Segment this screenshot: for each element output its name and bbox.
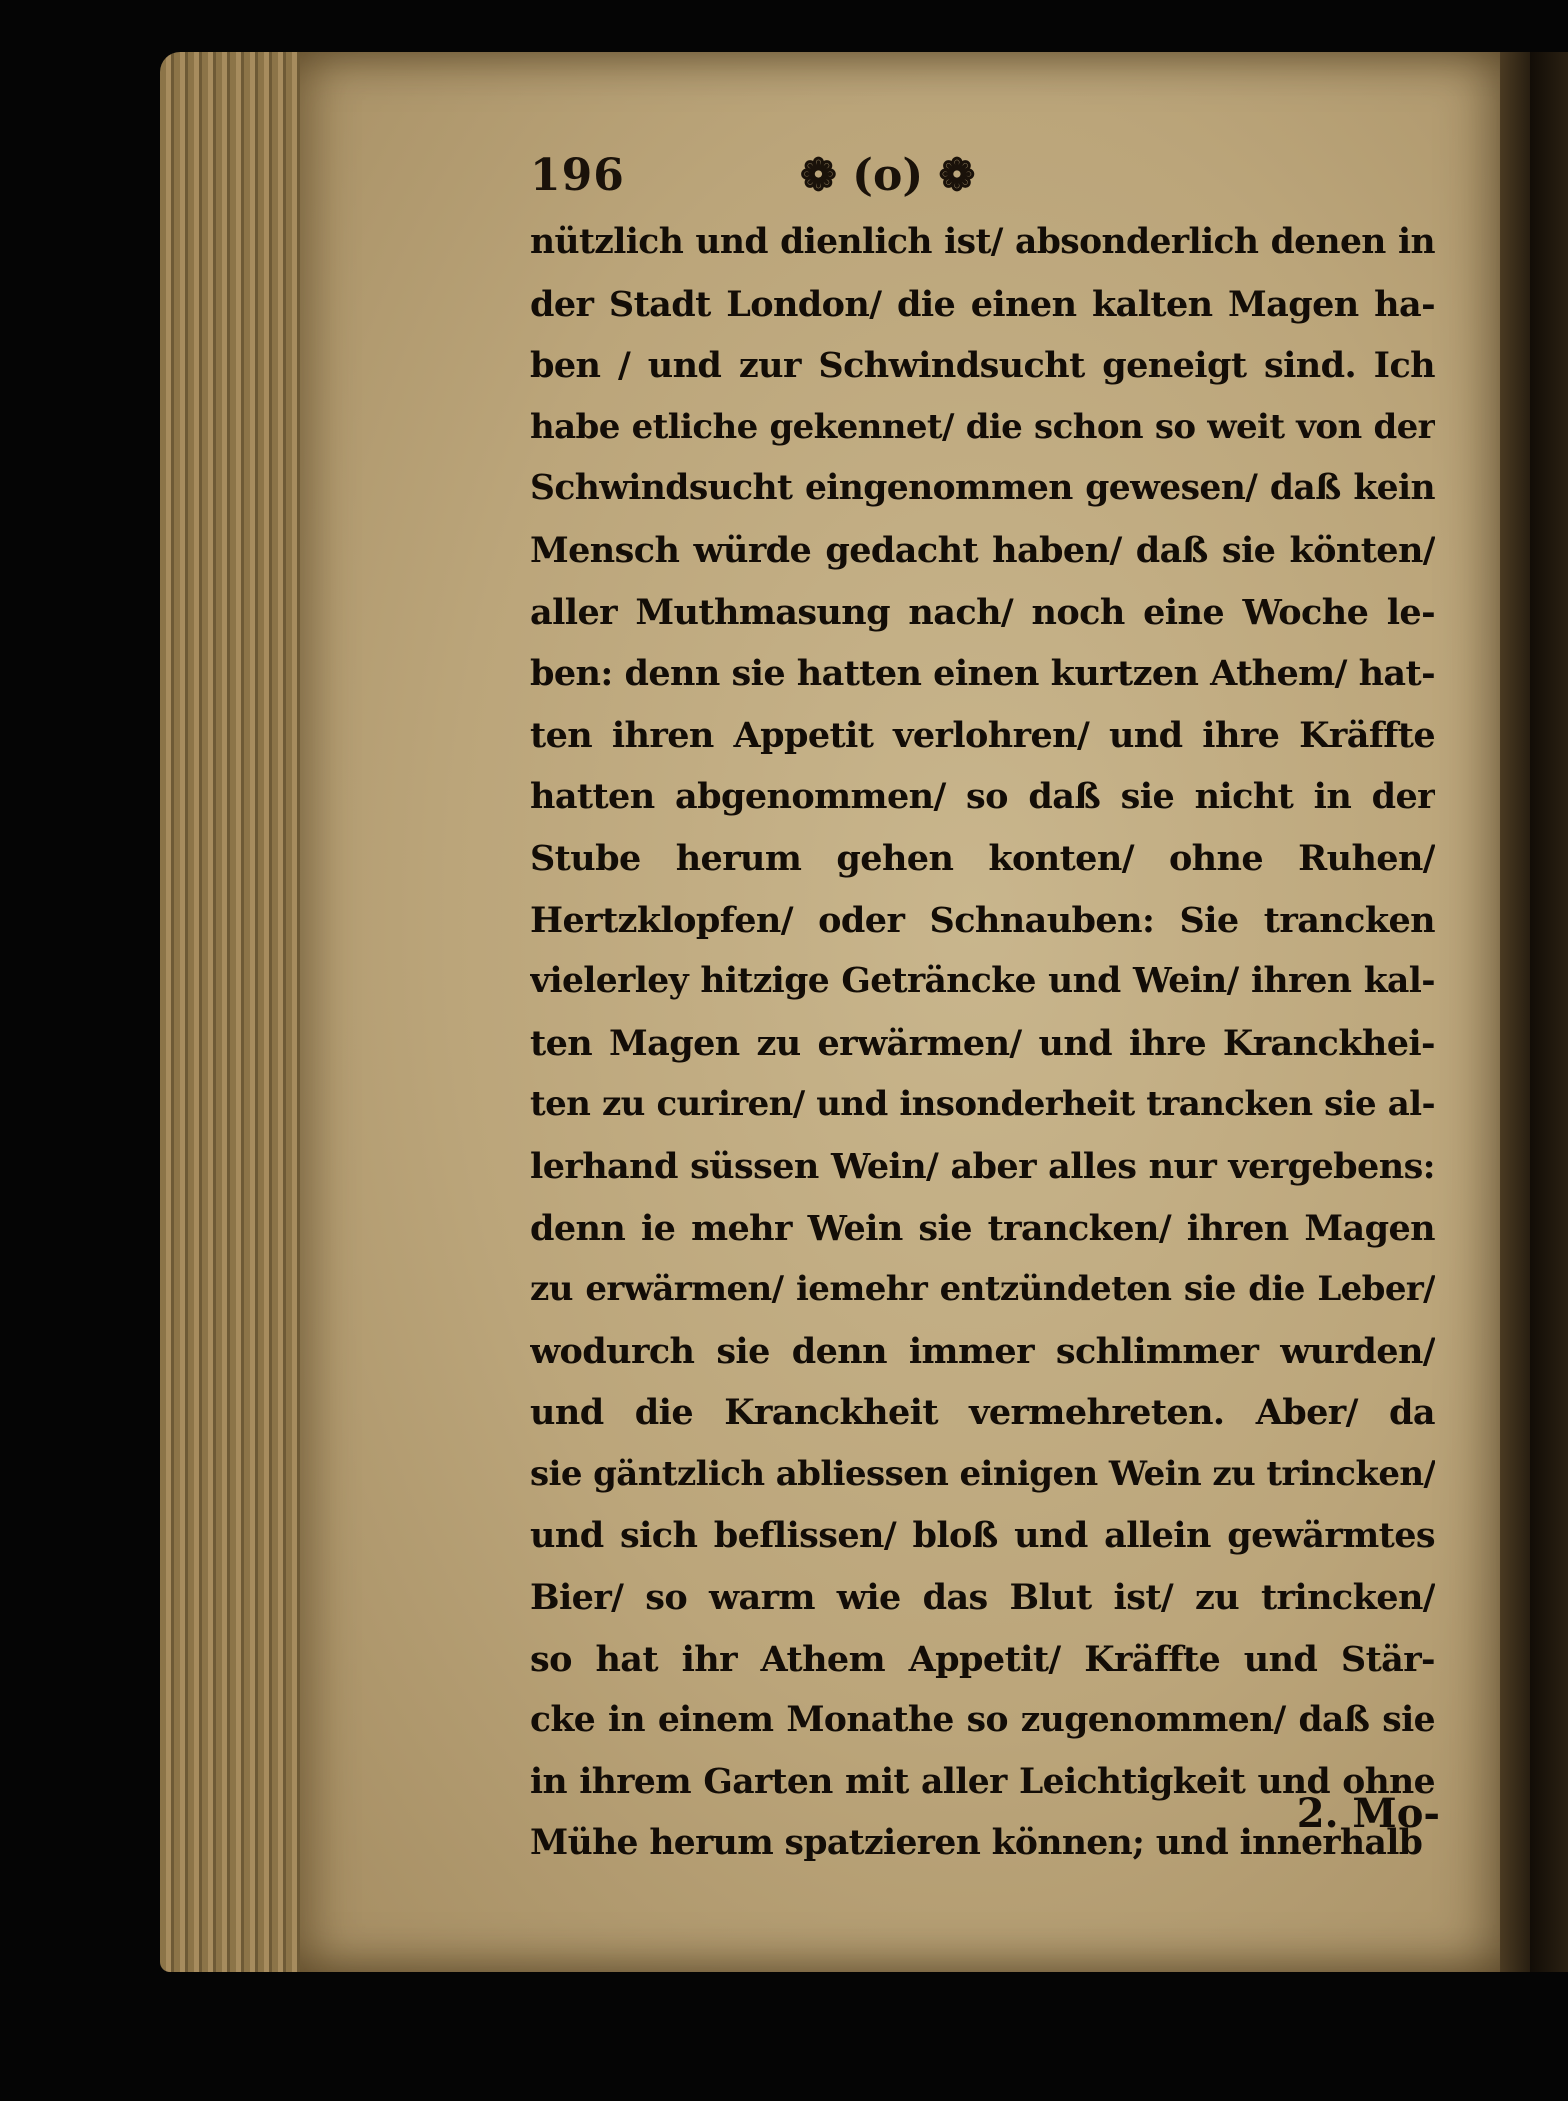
facing-page-edge bbox=[1530, 52, 1568, 1972]
running-header bbox=[530, 150, 1430, 210]
text-line: sie gäntzlich abliessen einigen Wein zu trincken/ bbox=[530, 1453, 1435, 1494]
text-line: ben / und zur Schwindsucht geneigt sind. Ich bbox=[530, 345, 1435, 387]
text-line: nützlich und dienlich ist/ absonderlich denen in bbox=[530, 222, 1435, 262]
text-line: aller Muthmasung nach/ noch eine Woche le- bbox=[530, 591, 1435, 633]
catchword: 2. Mo- bbox=[1296, 1790, 1440, 1837]
text-line: ten ihren Appetit verlohren/ und ihre Kräffte bbox=[530, 714, 1435, 756]
header-ornament: ❁ (o) ❁ bbox=[800, 150, 976, 201]
text-line: vielerley hitzige Geträncke und Wein/ ihren kal- bbox=[530, 961, 1435, 1002]
text-line: hatten abgenommen/ so daß sie nicht in der bbox=[530, 776, 1435, 818]
text-line: ben: denn sie hatten einen kurtzen Athem/ hat- bbox=[530, 653, 1435, 695]
text-line: Mühe herum spatzieren können; und innerhalb bbox=[530, 1823, 1423, 1864]
text-line: und die Kranckheit vermehreten. Aber/ da bbox=[530, 1392, 1435, 1434]
text-line: zu erwärmen/ iemehr entzündeten sie die Leber/ bbox=[530, 1269, 1435, 1310]
page-number: 196 bbox=[530, 150, 625, 201]
text-line: Bier/ so warm wie das Blut ist/ zu trincken/ bbox=[530, 1577, 1435, 1619]
text-line: Hertzklopfen/ oder Schnauben: Sie trancken bbox=[530, 899, 1435, 941]
text-line: denn ie mehr Wein sie trancken/ ihren Magen bbox=[530, 1207, 1435, 1249]
text-line: Schwindsucht eingenommen gewesen/ daß kein bbox=[530, 468, 1435, 509]
text-line: und sich beflissen/ bloß und allein gewärmtes bbox=[530, 1515, 1435, 1557]
text-line: habe etliche gekennet/ die schon so weit von der bbox=[530, 406, 1435, 447]
text-line: Mensch würde gedacht haben/ daß sie könten/ bbox=[530, 529, 1435, 571]
text-line: der Stadt London/ die einen kalten Magen ha- bbox=[530, 283, 1435, 325]
text-line: wodurch sie denn immer schlimmer wurden/ bbox=[530, 1330, 1435, 1372]
body-text bbox=[530, 212, 1435, 1875]
text-line: ten zu curiren/ und insonderheit trancken sie al- bbox=[530, 1084, 1435, 1125]
text-line: in ihrem Garten mit aller Leichtigkeit und ohne bbox=[530, 1761, 1435, 1802]
text-line: cke in einem Monathe so zugenommen/ daß sie bbox=[530, 1700, 1435, 1741]
text-line: lerhand süssen Wein/ aber alles nur vergebens: bbox=[530, 1145, 1435, 1187]
text-line: Stube herum gehen konten/ ohne Ruhen/ bbox=[530, 837, 1435, 879]
text-line: ten Magen zu erwärmen/ und ihre Kranckhei- bbox=[530, 1022, 1435, 1064]
text-line: so hat ihr Athem Appetit/ Kräffte und Stär- bbox=[530, 1638, 1435, 1680]
